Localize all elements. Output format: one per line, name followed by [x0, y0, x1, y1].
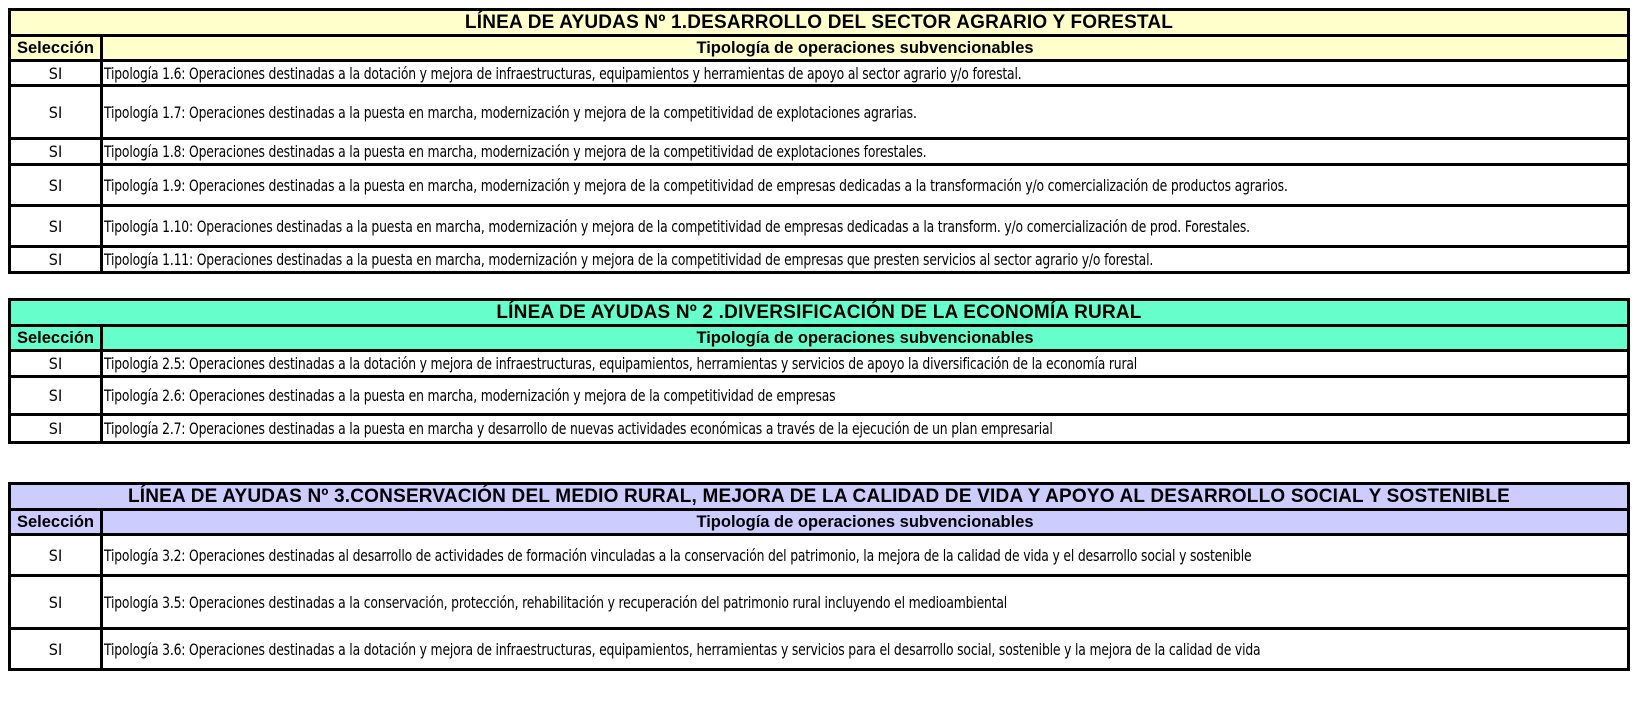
selection-cell: SI: [10, 377, 102, 415]
table-row: [10, 629, 1629, 670]
typology-cell: [102, 139, 1629, 165]
table-row: [10, 351, 1629, 377]
typology-cell: [102, 535, 1629, 576]
typology-cell: [102, 86, 1629, 139]
typology-text: Tipología 2.6: Operaciones destinadas a la puesta en marcha, modernización y mejora de la competitividad de empresas: [104, 386, 836, 405]
typology-cell: [102, 576, 1629, 629]
selection-column-header: Selección: [10, 36, 102, 61]
aid-line-2-title: LÍNEA DE AYUDAS Nº 2 .DIVERSIFICACIÓN DE LA ECONOMÍA RURAL: [10, 300, 1629, 326]
aid-line-1-table: [8, 8, 1630, 274]
typology-column-header: Tipología de operaciones subvencionables: [102, 326, 1629, 351]
typology-cell: [102, 206, 1629, 247]
selection-cell: SI: [10, 629, 102, 670]
table-row: [10, 415, 1629, 443]
table-row: [10, 377, 1629, 415]
table-row: [10, 576, 1629, 629]
table-row: [10, 61, 1629, 86]
aid-line-1-title: LÍNEA DE AYUDAS Nº 1.DESARROLLO DEL SECTOR AGRARIO Y FORESTAL: [10, 10, 1629, 36]
table-row: [10, 139, 1629, 165]
typology-text: Tipología 1.7: Operaciones destinadas a la puesta en marcha, modernización y mejora de la competitividad de explotaciones agrarias.: [104, 102, 917, 122]
typology-cell: [102, 351, 1629, 377]
typology-text: Tipología 2.7: Operaciones destinadas a la puesta en marcha y desarrollo de nuevas actividades económicas a través de la ejecución de un plan empresarial: [104, 419, 1053, 438]
table-row: [10, 247, 1629, 273]
typology-text: Tipología 2.5: Operaciones destinadas a la dotación y mejora de infraestructuras, equipamientos, herramientas y servicios de apoyo la diversificación de la economía rural: [104, 354, 1138, 373]
table-row: [10, 165, 1629, 206]
typology-cell: [102, 165, 1629, 206]
selection-cell: SI: [10, 61, 102, 86]
typology-cell: [102, 247, 1629, 273]
selection-cell: SI: [10, 415, 102, 443]
aid-line-2-table: [8, 298, 1630, 444]
aid-line-3-title: LÍNEA DE AYUDAS Nº 3.CONSERVACIÓN DEL MEDIO RURAL, MEJORA DE LA CALIDAD DE VIDA Y APOYO AL DESARROLLO SOCIAL Y SOSTENIBLE: [10, 484, 1629, 510]
typology-text: Tipología 1.11: Operaciones destinadas a la puesta en marcha, modernización y mejora de la competitividad de empresas que presten servicios al sector agrario y/o forestal.: [104, 250, 1154, 269]
selection-cell: SI: [10, 576, 102, 629]
typology-cell: [102, 377, 1629, 415]
selection-column-header: Selección: [10, 326, 102, 351]
typology-text: Tipología 3.6: Operaciones destinadas a la dotación y mejora de infraestructuras, equipamientos, herramientas y servicios para el desarrollo social, sostenible y la mejora de la calidad de vida: [104, 639, 1261, 659]
table-row: [10, 86, 1629, 139]
selection-cell: SI: [10, 139, 102, 165]
table-row: [10, 206, 1629, 247]
typology-column-header: Tipología de operaciones subvencionables: [102, 510, 1629, 535]
table-row: [10, 535, 1629, 576]
selection-cell: SI: [10, 206, 102, 247]
typology-text: Tipología 1.6: Operaciones destinadas a la dotación y mejora de infraestructuras, equipamientos y herramientas de apoyo al sector agrario y/o forestal.: [104, 63, 1022, 83]
selection-cell: SI: [10, 351, 102, 377]
aid-line-3-table: [8, 482, 1630, 671]
typology-text: Tipología 1.10: Operaciones destinadas a la puesta en marcha, modernización y mejora de la competitividad de empresas dedicadas a la transform. y/o comercialización de prod. Forestales.: [104, 216, 1250, 236]
typology-cell: [102, 61, 1629, 86]
typology-text: Tipología 1.8: Operaciones destinadas a la puesta en marcha, modernización y mejora de la competitividad de explotaciones forestales.: [104, 142, 927, 161]
selection-cell: SI: [10, 86, 102, 139]
typology-text: Tipología 3.5: Operaciones destinadas a la conservación, protección, rehabilitación y recuperación del patrimonio rural incluyendo el medioambiental: [104, 592, 1008, 612]
typology-cell: [102, 415, 1629, 443]
selection-cell: SI: [10, 165, 102, 206]
selection-column-header: Selección: [10, 510, 102, 535]
selection-cell: SI: [10, 535, 102, 576]
typology-column-header: Tipología de operaciones subvencionables: [102, 36, 1629, 61]
typology-text: Tipología 3.2: Operaciones destinadas al desarrollo de actividades de formación vinculadas a la conservación del patrimonio, la mejora de la calidad de vida y el desarrollo social y sostenible: [104, 545, 1252, 565]
typology-text: Tipología 1.9: Operaciones destinadas a la puesta en marcha, modernización y mejora de la competitividad de empresas dedicadas a la transformación y/o comercialización de productos agrarios.: [104, 175, 1288, 195]
selection-cell: SI: [10, 247, 102, 273]
typology-cell: [102, 629, 1629, 670]
